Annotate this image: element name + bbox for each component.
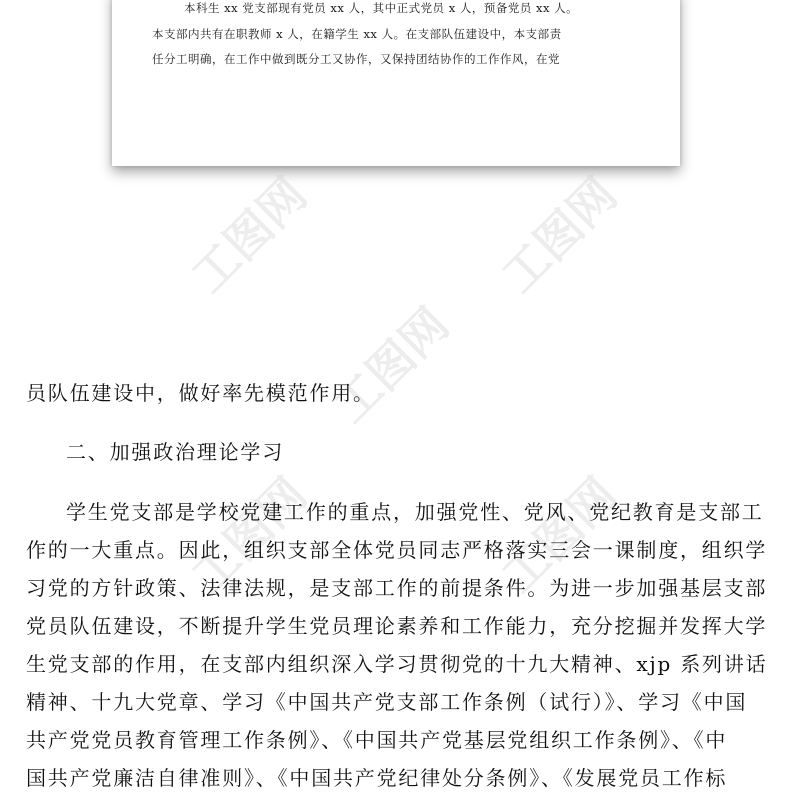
preview-line: 本支部内共有在职教师 x 人，在籍学生 xx 人。在支部队伍建设中，本支部责 (152, 27, 562, 41)
section-heading: 二、加强政治理论学习 (66, 440, 284, 464)
preview-line: 本科生 xx 党支部现有党员 xx 人，其中正式党员 x 人，预备党员 xx 人。 (184, 1, 579, 15)
paragraph-line: 党员队伍建设，不断提升学生党员理论素养和工作能力，充分挖掘并发挥大学 (26, 614, 768, 638)
watermark: 工图网 (181, 167, 318, 304)
paragraph-line: 国共产党廉洁自律准则》、《中国共产党纪律处分条例》、《发展党员工作标 (26, 766, 728, 790)
continuation-line: 员队伍建设中，做好率先模范作用。 (26, 381, 375, 405)
watermark: 工图网 (491, 467, 628, 604)
watermark: 工图网 (181, 467, 318, 604)
preview-line: 任分工明确，在工作中做到既分工又协作，又保持团结协作的工作作风，在党 (152, 52, 560, 66)
watermark: 工图网 (323, 297, 460, 434)
paragraph-line: 共产党党员教育管理工作条例》、《中国共产党基层党组织工作条例》、《中 (26, 728, 728, 752)
watermark: 工图网 (491, 167, 628, 304)
paragraph-line: 精神、十九大党章、学习《中国共产党支部工作条例（试行）》、学习《中国 (26, 690, 748, 714)
document-preview-card (112, 0, 680, 166)
paragraph-line: 学生党支部是学校党建工作的重点，加强党性、党风、党纪教育是支部工 (66, 500, 764, 524)
paragraph-line: 习党的方针政策、法律法规，是支部工作的前提条件。为进一步加强基层支部 (26, 576, 768, 600)
paragraph-line: 作的一大重点。因此，组织支部全体党员同志严格落实三会一课制度，组织学 (26, 538, 768, 562)
paragraph-line: 生党支部的作用，在支部内组织深入学习贯彻党的十九大精神、xjp 系列讲话 (26, 652, 768, 676)
